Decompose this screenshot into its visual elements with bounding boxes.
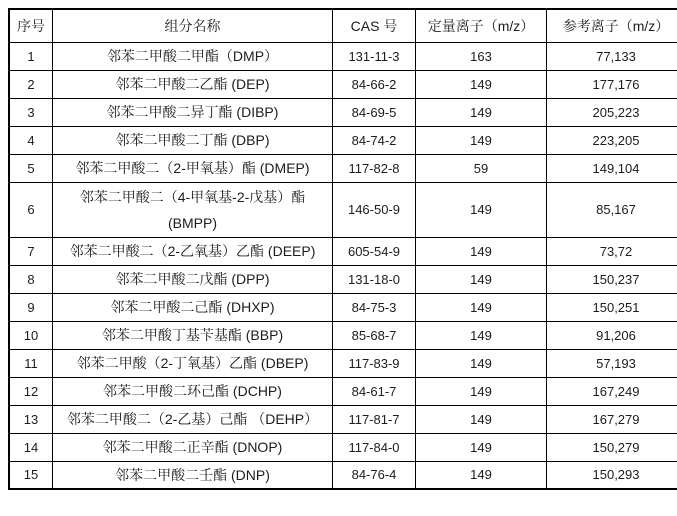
table-row <box>9 42 677 70</box>
cell-cas-number: 131-11-3 <box>333 42 416 70</box>
table-header <box>9 9 677 42</box>
cell-component-name: 邻苯二甲酸二正辛酯 (DNOP) <box>53 433 333 461</box>
column-header-index: 序号 <box>9 9 53 42</box>
cell-component-name: 邻苯二甲酸二异丁酯 (DIBP) <box>53 98 333 126</box>
table-row <box>9 377 677 405</box>
cell-index: 1 <box>9 42 53 70</box>
cell-quant-ion: 149 <box>416 98 547 126</box>
cell-component-name: 邻苯二甲酸二甲酯（DMP） <box>53 42 333 70</box>
cell-quant-ion: 149 <box>416 433 547 461</box>
cell-component-name: 邻苯二甲酸二丁酯 (DBP) <box>53 126 333 154</box>
cell-ref-ions: 91,206 <box>547 321 677 349</box>
cell-quant-ion: 149 <box>416 349 547 377</box>
cell-quant-ion: 149 <box>416 237 547 265</box>
cell-index: 2 <box>9 70 53 98</box>
cell-component-name: 邻苯二甲酸二（2-乙氧基）乙酯 (DEEP) <box>53 237 333 265</box>
cell-index: 15 <box>9 461 53 489</box>
cell-component-name: 邻苯二甲酸二壬酯 (DNP) <box>53 461 333 489</box>
cell-quant-ion: 149 <box>416 70 547 98</box>
table-row <box>9 126 677 154</box>
cell-quant-ion: 149 <box>416 405 547 433</box>
cell-cas-number: 131-18-0 <box>333 265 416 293</box>
cell-component-name: 邻苯二甲酸二己酯 (DHXP) <box>53 293 333 321</box>
cell-index: 7 <box>9 237 53 265</box>
table-row <box>9 98 677 126</box>
cell-component-name: 邻苯二甲酸二环己酯 (DCHP) <box>53 377 333 405</box>
column-header-ref-ions: 参考离子（m/z） <box>547 9 677 42</box>
cell-cas-number: 84-75-3 <box>333 293 416 321</box>
cell-cas-number: 146-50-9 <box>333 182 416 237</box>
cell-cas-number: 84-66-2 <box>333 70 416 98</box>
cell-index: 8 <box>9 265 53 293</box>
cell-ref-ions: 205,223 <box>547 98 677 126</box>
cell-cas-number: 117-83-9 <box>333 349 416 377</box>
table-row <box>9 293 677 321</box>
table-row <box>9 405 677 433</box>
cell-quant-ion: 149 <box>416 293 547 321</box>
cell-component-name <box>53 182 333 237</box>
cell-component-name: 邻苯二甲酸二（2-甲氧基）酯 (DMEP) <box>53 154 333 182</box>
table-row <box>9 182 677 237</box>
cell-index: 13 <box>9 405 53 433</box>
cell-quant-ion: 59 <box>416 154 547 182</box>
cell-quant-ion: 149 <box>416 377 547 405</box>
table-row <box>9 154 677 182</box>
cell-index: 12 <box>9 377 53 405</box>
cell-cas-number: 84-61-7 <box>333 377 416 405</box>
cell-ref-ions: 167,249 <box>547 377 677 405</box>
component-name-line2: (BMPP) <box>168 214 217 231</box>
phthalate-ion-table <box>8 8 677 490</box>
table-row <box>9 433 677 461</box>
cell-cas-number: 117-84-0 <box>333 433 416 461</box>
cell-quant-ion: 149 <box>416 126 547 154</box>
cell-ref-ions: 73,72 <box>547 237 677 265</box>
cell-cas-number: 605-54-9 <box>333 237 416 265</box>
cell-component-name: 邻苯二甲酸二戊酯 (DPP) <box>53 265 333 293</box>
table-row <box>9 265 677 293</box>
cell-component-name: 邻苯二甲酸二乙酯 (DEP) <box>53 70 333 98</box>
cell-index: 5 <box>9 154 53 182</box>
cell-index: 3 <box>9 98 53 126</box>
cell-ref-ions: 77,133 <box>547 42 677 70</box>
cell-component-name: 邻苯二甲酸二（2-乙基）己酯 （DEHP） <box>53 405 333 433</box>
cell-ref-ions: 150,237 <box>547 265 677 293</box>
cell-index: 14 <box>9 433 53 461</box>
table-row <box>9 461 677 489</box>
cell-cas-number: 117-81-7 <box>333 405 416 433</box>
cell-index: 11 <box>9 349 53 377</box>
cell-cas-number: 84-69-5 <box>333 98 416 126</box>
cell-ref-ions: 167,279 <box>547 405 677 433</box>
cell-index: 6 <box>9 182 53 237</box>
column-header-cas-number: CAS 号 <box>333 9 416 42</box>
cell-index: 4 <box>9 126 53 154</box>
table-row <box>9 321 677 349</box>
cell-quant-ion: 149 <box>416 461 547 489</box>
header-row <box>9 9 677 42</box>
column-header-component-name: 组分名称 <box>53 9 333 42</box>
cell-ref-ions: 150,251 <box>547 293 677 321</box>
cell-index: 10 <box>9 321 53 349</box>
cell-index: 9 <box>9 293 53 321</box>
component-name-line1: 邻苯二甲酸二（4-甲氧基-2-戊基）酯 <box>79 188 306 205</box>
cell-cas-number: 117-82-8 <box>333 154 416 182</box>
cell-cas-number: 84-76-4 <box>333 461 416 489</box>
table-body <box>9 42 677 489</box>
cell-ref-ions: 150,279 <box>547 433 677 461</box>
column-header-quant-ion: 定量离子（m/z） <box>416 9 547 42</box>
table-row <box>9 70 677 98</box>
cell-quant-ion: 149 <box>416 182 547 237</box>
cell-ref-ions: 150,293 <box>547 461 677 489</box>
cell-component-name: 邻苯二甲酸丁基苄基酯 (BBP) <box>53 321 333 349</box>
cell-cas-number: 85-68-7 <box>333 321 416 349</box>
cell-quant-ion: 149 <box>416 265 547 293</box>
cell-ref-ions: 177,176 <box>547 70 677 98</box>
cell-ref-ions: 85,167 <box>547 182 677 237</box>
cell-quant-ion: 149 <box>416 321 547 349</box>
table-row <box>9 349 677 377</box>
cell-ref-ions: 223,205 <box>547 126 677 154</box>
cell-cas-number: 84-74-2 <box>333 126 416 154</box>
cell-component-name: 邻苯二甲酸（2-丁氧基）乙酯 (DBEP) <box>53 349 333 377</box>
cell-ref-ions: 57,193 <box>547 349 677 377</box>
cell-ref-ions: 149,104 <box>547 154 677 182</box>
table-row <box>9 237 677 265</box>
cell-quant-ion: 163 <box>416 42 547 70</box>
